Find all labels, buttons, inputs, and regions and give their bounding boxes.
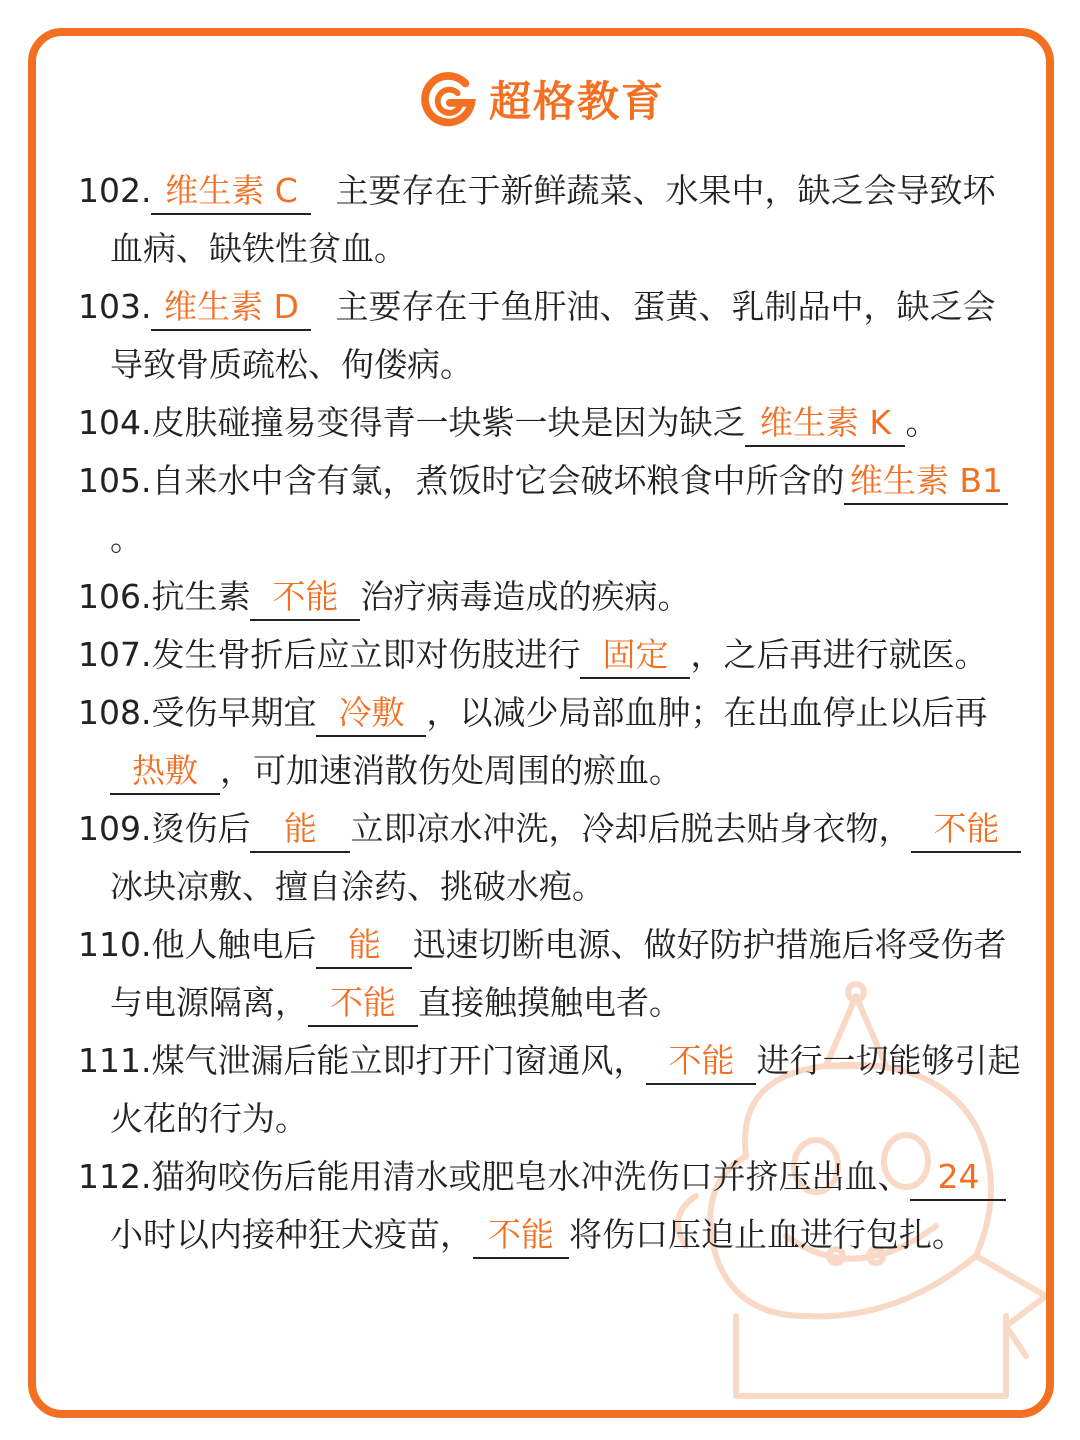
answer-blank: 冷敷 (316, 691, 426, 737)
answer-blank: 不能 (250, 575, 360, 621)
answer-blank: 不能 (473, 1213, 569, 1259)
list-item-108: 108.受伤早期宜 冷敷 ，以减少局部血肿；在出血停止以后再热敷 ，可加速消散伤处周围的瘀血。 (78, 684, 1028, 800)
list-item-109: 109.烫伤后 能 立即凉水冲洗，冷却后脱去贴身衣物， 不能冰块凉敷、擅自涂药、挑破水疱。 (78, 800, 1028, 916)
answer-blank: 不能 (911, 807, 1021, 853)
list-item-112: 112.猫狗咬伤后能用清水或肥皂水冲洗伤口并挤压出血、 24小时以内接种狂犬疫苗， 不能 将伤口压迫止血进行包扎。 (78, 1148, 1028, 1264)
list-item-105: 105.自来水中含有氯，煮饭时它会破坏粮食中所含的 维生素 B1。 (78, 452, 1028, 568)
answer-blank: 能 (316, 923, 412, 969)
answer-blank: 不能 (308, 981, 418, 1027)
answer-blank: 维生素 K (745, 401, 905, 447)
answer-blank: 不能 (646, 1039, 756, 1085)
answer-blank: 能 (250, 807, 350, 853)
brand-name: 超格教育 (488, 77, 665, 126)
answer-blank: 维生素 B1 (844, 459, 1008, 505)
list-item-102: 102. 维生素 C 主要存在于新鲜蔬菜、水果中，缺乏会导致坏血病、缺铁性贫血。 (78, 171, 996, 268)
list-item-103: 103. 维生素 D 主要存在于鱼肝油、蛋黄、乳制品中，缺乏会导致骨质疏松、佝偻病。 (78, 287, 996, 384)
list-item-104: 104.皮肤碰撞易变得青一块紫一块是因为缺乏 维生素 K 。 (78, 394, 1028, 452)
list-item-106: 106.抗生素 不能 治疗病毒造成的疾病。 (78, 568, 1028, 626)
question-list (78, 162, 1028, 1264)
list-item-111: 111.煤气泄漏后能立即打开门窗通风， 不能 进行一切能够引起火花的行为。 (78, 1041, 1021, 1138)
answer-blank: 固定 (580, 633, 690, 679)
answer-blank: 维生素 C (151, 169, 311, 215)
list-item-107: 107.发生骨折后应立即对伤肢进行 固定 ，之后再进行就医。 (78, 626, 1028, 684)
answer-blank: 24 (910, 1155, 1006, 1201)
answer-blank: 维生素 D (151, 285, 311, 331)
g-swirl-icon (417, 68, 479, 130)
list-item-110: 110.他人触电后 能 迅速切断电源、做好防护措施后将受伤者与电源隔离， 不能 直接触摸触电者。 (78, 916, 1028, 1032)
card-frame (28, 28, 1054, 1418)
answer-blank: 热敷 (110, 749, 220, 795)
brand-header (36, 68, 1046, 130)
